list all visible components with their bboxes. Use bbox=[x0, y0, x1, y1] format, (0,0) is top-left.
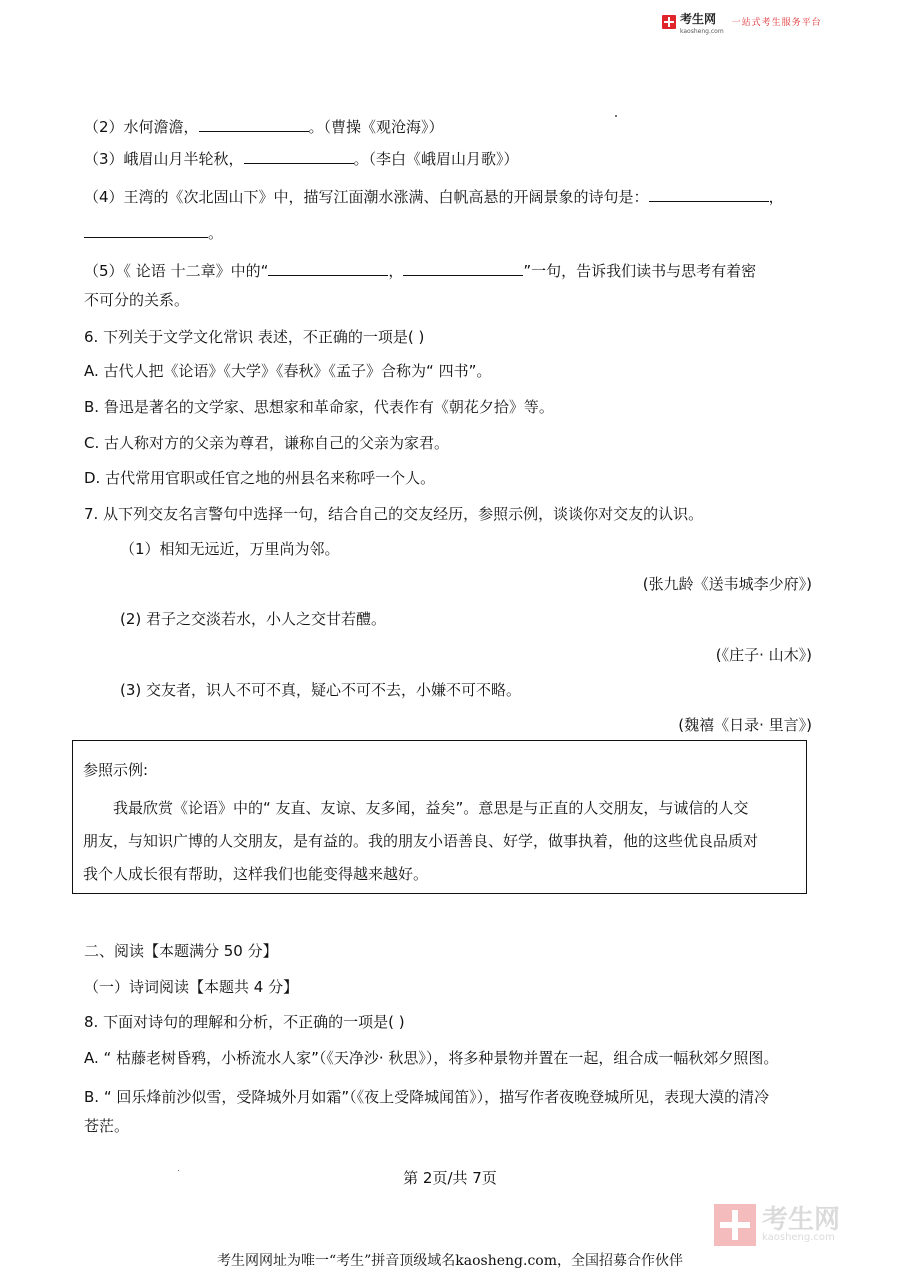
q7-stem: 7. 从下列交友名言警句中选择一句，结合自己的交友经历，参照示例，谈谈你对交友的认识。 bbox=[84, 505, 704, 523]
footer-note: 考生网网址为唯一“考生”拼音顶级域名kaosheng.com，全国招募合作伙伴 bbox=[216, 1253, 684, 1269]
q6-option-c: C. 古人称对方的父亲为尊君，谦称自己的父亲为家君。 bbox=[84, 434, 450, 452]
section2-subtitle: （一）诗词阅读【本题共 4 分】 bbox=[84, 978, 299, 996]
watermark-domain: kaosheng.com bbox=[762, 1232, 835, 1243]
answer-blank[interactable] bbox=[199, 117, 309, 132]
page-number: 第 2页/共 7页 bbox=[403, 1169, 497, 1187]
q5-item4: （4）王湾的《次北固山下》中，描写江面潮水涨满、白帆高悬的开阔景象的诗句是： ， bbox=[84, 188, 784, 206]
answer-blank[interactable] bbox=[268, 261, 388, 276]
q7-quote-1-source: (张九龄《送韦城李少府》) bbox=[642, 575, 812, 593]
watermark bbox=[714, 1204, 840, 1246]
q8-option-b: B. “ 回乐烽前沙似雪，受降城外月如霜”（《夜上受降城闻笛》），描写作者夜晚登城所见，表现大漠的清冷 bbox=[84, 1088, 770, 1106]
q7-quote-3-source: (魏禧《日录· 里言》) bbox=[678, 716, 812, 734]
example-line-1: 我最欣赏《论语》中的“ 友直、友谅、友多闻，益矣”。意思是与正直的人交朋友，与诚信的人交 bbox=[113, 799, 749, 817]
q7-quote-3: (3) 交友者，识人不可不真，疑心不可不去，小嫌不可不略。 bbox=[120, 681, 522, 699]
brand-domain: kaosheng.com bbox=[680, 28, 724, 35]
example-title: 参照示例: bbox=[83, 761, 149, 779]
answer-blank[interactable] bbox=[84, 223, 208, 238]
watermark-logo-icon bbox=[714, 1204, 756, 1246]
brand-logo-icon bbox=[662, 15, 676, 29]
q8-option-b-cont: 苍茫。 bbox=[84, 1117, 130, 1135]
answer-blank[interactable] bbox=[649, 187, 769, 202]
q6-stem: 6. 下列关于文学文化常识 表述，不正确的一项是( ) bbox=[84, 328, 425, 346]
example-line-2: 朋友，与知识广博的人交朋友，是有益的。我的朋友小语善良、好学，做事执着，他的这些优良品质对 bbox=[83, 832, 759, 850]
q6-option-d: D. 古代常用官职或任官之地的州县名来称呼一个人。 bbox=[84, 469, 436, 487]
example-box bbox=[72, 740, 807, 894]
brand-slogan: 一站式考生服务平台 bbox=[731, 18, 822, 28]
q8-stem: 8. 下面对诗句的理解和分析，不正确的一项是( ) bbox=[84, 1013, 405, 1031]
q7-quote-2-source: (《庄子· 山木》) bbox=[715, 646, 812, 664]
answer-blank[interactable] bbox=[403, 261, 523, 276]
brand-name: 考生网 bbox=[680, 12, 717, 26]
q5-item5: （5）《 论语 十二章》中的“ ， ”一句，告诉我们读书与思考有着密 bbox=[84, 262, 757, 280]
watermark-text: 考生网 bbox=[762, 1205, 841, 1235]
example-line-3: 我个人成长很有帮助，这样我们也能变得越来越好。 bbox=[83, 865, 429, 883]
q5-item5-cont: 不可分的关系。 bbox=[84, 291, 190, 309]
stray-dot bbox=[615, 115, 617, 117]
q5-item3: （3）峨眉山月半轮秋， 。（李白《峨眉山月歌》） bbox=[84, 150, 519, 168]
q7-quote-1: （1）相知无远近，万里尚为邻。 bbox=[120, 540, 340, 558]
q8-option-a: A. “ 枯藤老树昏鸦，小桥流水人家”（《天净沙· 秋思》），将多种景物并置在一起，组合成一幅秋郊夕照图。 bbox=[84, 1049, 779, 1067]
q6-option-a: A. 古代人把《论语》《大学》《春秋》《孟子》合称为“ 四书”。 bbox=[84, 362, 492, 380]
section2-title: 二、阅读【本题满分 50 分】 bbox=[84, 942, 278, 960]
answer-blank[interactable] bbox=[244, 149, 354, 164]
q7-quote-2: (2) 君子之交淡若水，小人之交甘若醴。 bbox=[120, 610, 387, 628]
q5-item4-cont: 。 bbox=[84, 222, 223, 244]
q5-item2: （2）水何澹澹， 。（曹操《观沧海》） bbox=[84, 118, 444, 136]
brand-logo bbox=[662, 8, 822, 35]
q6-option-b: B. 鲁迅是著名的文学家、思想家和革命家，代表作有《朝花夕拾》等。 bbox=[84, 398, 554, 416]
